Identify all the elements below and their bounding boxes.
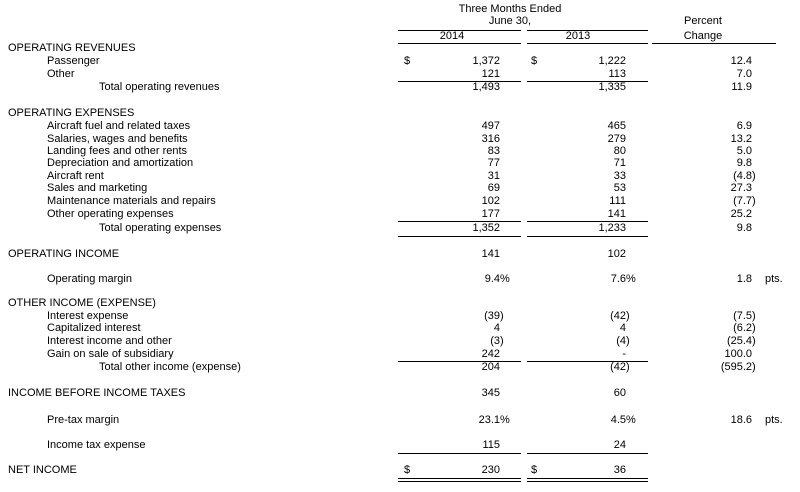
percent-change: (25.4) [726, 335, 756, 347]
summary-row [0, 387, 800, 400]
amount-2014: 115 [482, 439, 500, 451]
amount-2013: 1,233 [598, 222, 626, 234]
line-item-label: Passenger [47, 55, 100, 67]
percent-change-heading-line2: Change [683, 30, 723, 42]
total-rule [398, 236, 521, 237]
header-rule [527, 30, 648, 31]
amount-2014: 177 [481, 208, 500, 220]
total-row [0, 361, 800, 374]
percent-change: (7.7) [733, 195, 756, 207]
amount-2014: 242 [481, 348, 500, 360]
amount-2013: 102 [607, 248, 626, 260]
margin-2014: 9.4% [484, 273, 510, 285]
amount-2013: 279 [607, 133, 626, 145]
amount-2014: 230 [481, 464, 500, 476]
percent-change: 100.0 [724, 348, 752, 360]
summary-row [0, 248, 800, 261]
subtotal-rule [527, 453, 648, 454]
total-label: Total operating revenues [99, 81, 220, 93]
line-item-row [0, 195, 800, 208]
amount-2013: (42) [610, 361, 630, 373]
amount-2014: 1,352 [472, 222, 500, 234]
section-heading: OPERATING REVENUES [8, 42, 136, 54]
amount-2013: 1,222 [598, 55, 626, 67]
amount-2014: (39) [484, 310, 504, 322]
amount-2014: 141 [481, 248, 500, 260]
margin-change: 18.6 [730, 414, 752, 426]
percent-change: 13.2 [730, 133, 752, 145]
amount-2014: 345 [481, 387, 500, 399]
line-item-row [0, 120, 800, 133]
summary-label: INCOME BEFORE INCOME TAXES [8, 387, 186, 399]
line-item-row [0, 68, 800, 81]
line-item-row [0, 208, 800, 221]
amount-2013: - [622, 348, 626, 360]
section-heading-row [0, 42, 800, 55]
amount-2013: 141 [607, 208, 626, 220]
amount-2014: 4 [493, 322, 500, 334]
line-item-label: Interest income and other [47, 335, 172, 347]
line-item-label: Interest expense [47, 310, 129, 322]
amount-2014: 204 [481, 361, 500, 373]
amount-2014: 1,493 [472, 81, 500, 93]
section-heading: OPERATING EXPENSES [8, 107, 135, 119]
percent-change: 7.0 [736, 68, 752, 80]
net-income-label: NET INCOME [8, 464, 77, 476]
amount-2013: 36 [613, 464, 626, 476]
amount-2013: 53 [613, 182, 626, 194]
net-income-row [0, 464, 800, 477]
percent-change: 6.9 [736, 120, 752, 132]
amount-2013: 465 [607, 120, 626, 132]
year-2014-heading: 2014 [439, 30, 465, 42]
margin-change: 1.8 [736, 273, 752, 285]
points-unit: pts. [765, 414, 783, 426]
line-item-label: Salaries, wages and benefits [47, 133, 188, 145]
dollar-sign-2013: $ [531, 464, 538, 476]
line-item-label: Other operating expenses [47, 208, 174, 220]
amount-2014: 77 [487, 157, 500, 169]
amount-2013: 113 [608, 68, 626, 80]
margin-row [0, 414, 800, 427]
section-heading-row [0, 107, 800, 120]
percent-change: (595.2) [720, 361, 756, 373]
dollar-sign-2014: $ [404, 55, 411, 67]
line-item-label: Aircraft fuel and related taxes [47, 120, 191, 132]
percent-change: (7.5) [733, 310, 756, 322]
section-heading: OTHER INCOME (EXPENSE) [8, 297, 156, 309]
total-label: Total other income (expense) [99, 361, 241, 373]
line-item-label: Depreciation and amortization [47, 157, 194, 169]
margin-label: Operating margin [47, 273, 132, 285]
margin-2014: 23.1% [478, 414, 510, 426]
amount-2013: 71 [613, 157, 626, 169]
amount-2014: 31 [487, 170, 500, 182]
amount-2013: 1,335 [598, 81, 626, 93]
amount-2013: 60 [613, 387, 626, 399]
percent-change: 27.3 [730, 182, 752, 194]
amount-2013: 111 [609, 195, 626, 207]
line-item-label: Other [47, 68, 75, 80]
line-item-row [0, 182, 800, 195]
total-row [0, 81, 800, 94]
double-underline [398, 478, 521, 479]
amount-2013: 33 [613, 170, 626, 182]
percent-change: 25.2 [730, 208, 752, 220]
percent-change: 9.8 [736, 157, 752, 169]
percent-change: 9.8 [736, 222, 752, 234]
margin-2013: 4.5% [610, 414, 636, 426]
summary-label: OPERATING INCOME [8, 248, 120, 260]
amount-2013: 4 [619, 322, 626, 334]
margin-label: Pre-tax margin [47, 414, 120, 426]
period-date-heading: June 30, [488, 15, 532, 27]
line-item-label: Landing fees and other rents [47, 145, 188, 157]
double-underline [527, 478, 648, 479]
points-unit: pts. [765, 273, 783, 285]
percent-change: (4.8) [733, 170, 756, 182]
line-item-label: Gain on sale of subsidiary [47, 348, 174, 360]
line-item-label: Income tax expense [47, 439, 146, 451]
subtotal-rule [398, 453, 521, 454]
percent-change: 5.0 [736, 145, 752, 157]
line-item-label: Maintenance materials and repairs [47, 195, 216, 207]
amount-2013: (42) [610, 310, 630, 322]
line-item-row [0, 322, 800, 335]
line-item-row [0, 335, 800, 348]
line-item-row [0, 157, 800, 170]
line-item-label: Capitalized interest [47, 322, 141, 334]
double-underline [527, 481, 648, 482]
line-item-label: Sales and marketing [47, 182, 148, 194]
margin-row [0, 273, 800, 286]
amount-2014: 497 [481, 120, 500, 132]
percent-change: (6.2) [733, 322, 756, 334]
amount-2014: 69 [487, 182, 500, 194]
amount-2014: 83 [487, 145, 500, 157]
line-item-label: Aircraft rent [47, 170, 104, 182]
total-row [0, 222, 800, 235]
year-2013-heading: 2013 [565, 30, 591, 42]
amount-2014: 121 [481, 68, 500, 80]
amount-2014: (3) [490, 335, 504, 347]
percent-change: 12.4 [730, 55, 752, 67]
double-underline [398, 481, 521, 482]
dollar-sign-2013: $ [531, 55, 538, 67]
header-rule [398, 30, 521, 31]
amount-2014: 1,372 [472, 55, 500, 67]
percent-change: 11.9 [731, 81, 752, 93]
section-heading-row [0, 297, 800, 310]
amount-2014: 102 [481, 195, 500, 207]
period-heading: Three Months Ended [458, 3, 562, 15]
line-item-row [0, 55, 800, 68]
margin-2013: 7.6% [610, 273, 636, 285]
line-item-row [0, 439, 800, 452]
dollar-sign-2014: $ [404, 464, 411, 476]
amount-2014: 316 [481, 133, 500, 145]
percent-change-heading-line1: Percent [684, 15, 722, 27]
line-item-row [0, 348, 800, 361]
amount-2013: (4) [616, 335, 630, 347]
total-rule [527, 236, 648, 237]
amount-2013: 24 [613, 439, 626, 451]
amount-2013: 80 [613, 145, 626, 157]
total-label: Total operating expenses [99, 222, 222, 234]
